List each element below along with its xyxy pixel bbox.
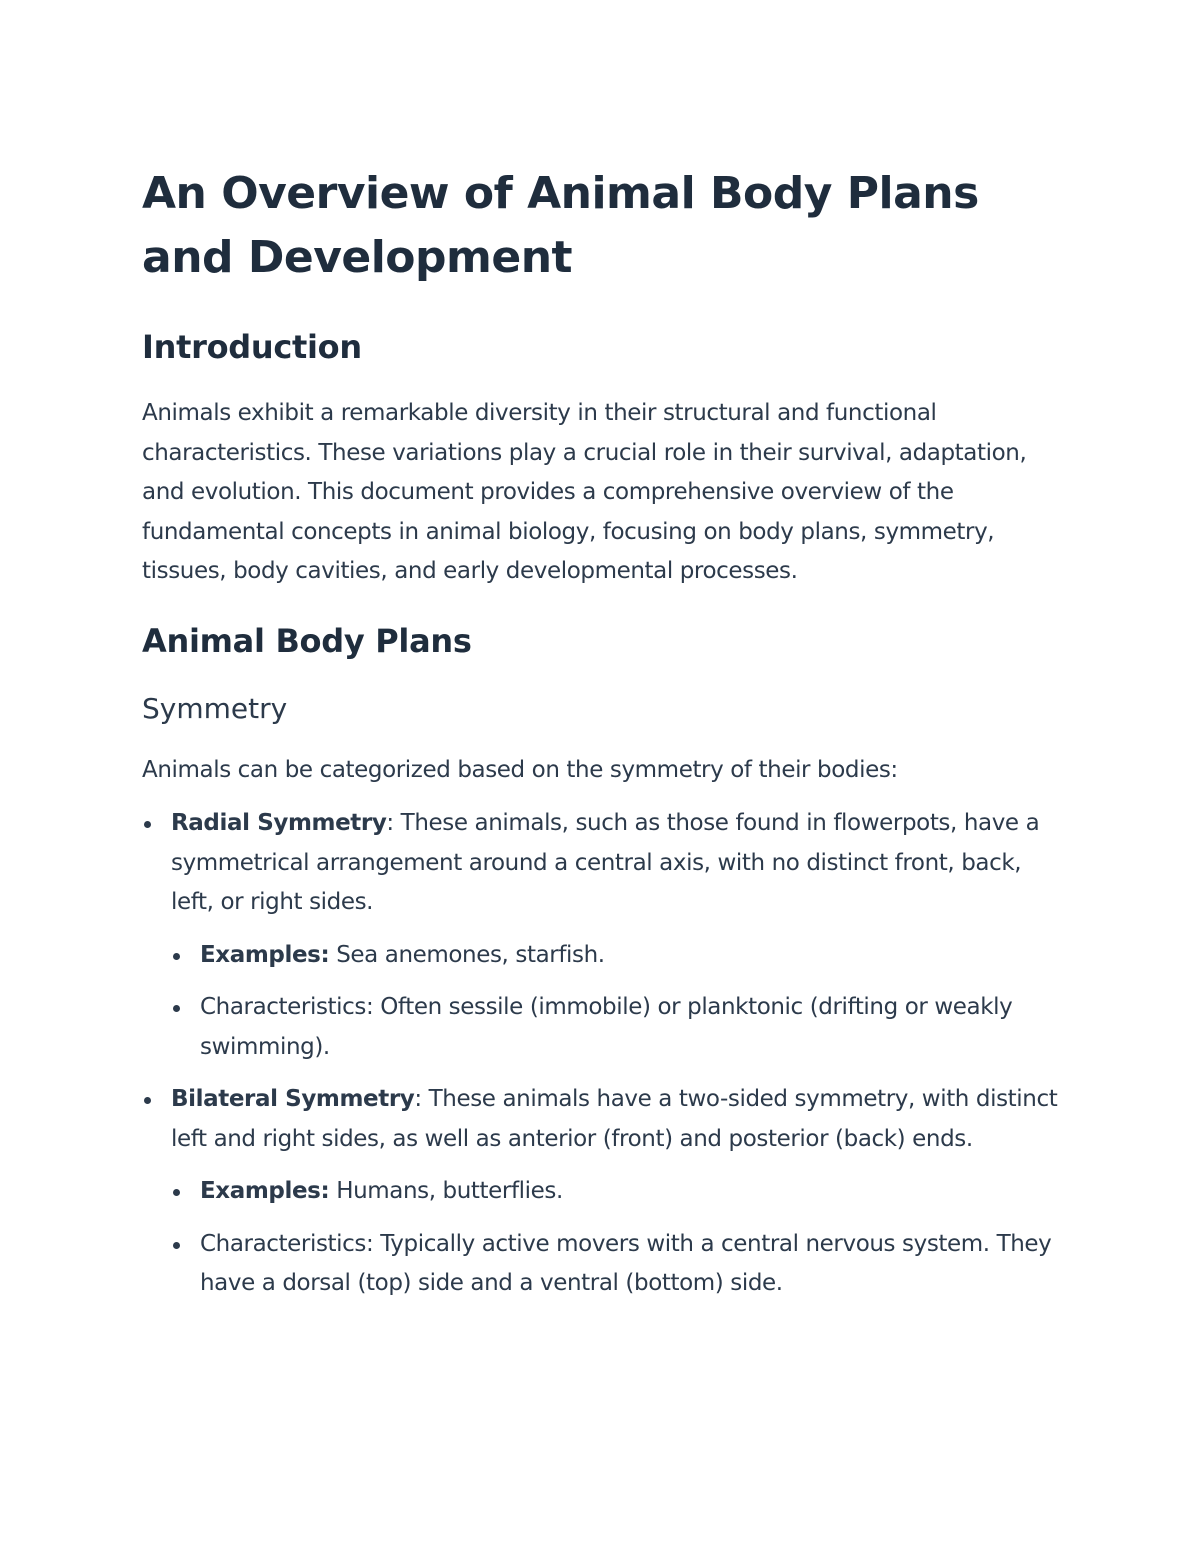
list-item-radial-symmetry bbox=[142, 804, 1062, 1067]
body-plans-heading: Animal Body Plans bbox=[142, 621, 472, 660]
bullet-icon bbox=[173, 1189, 180, 1196]
bilateral-symmetry-sublist bbox=[142, 1172, 1062, 1304]
list-item-bilateral-characteristics bbox=[142, 1225, 1062, 1304]
bullet-icon bbox=[144, 821, 151, 828]
list-item-bilateral-examples bbox=[142, 1172, 1062, 1212]
bullet-icon bbox=[173, 1005, 180, 1012]
symmetry-lead: Animals can be categorized based on the symmetry of their bodies: bbox=[142, 756, 898, 783]
term-radial-symmetry: Radial Symmetry bbox=[171, 810, 387, 836]
bilateral-characteristics-text: Characteristics: Typically active movers with a central nervous system. They have a dorsal (top) side and a ventral (bottom) side. bbox=[200, 1230, 1052, 1296]
introduction-heading: Introduction bbox=[142, 328, 362, 366]
bullet-icon bbox=[173, 1242, 180, 1249]
radial-examples-text: Sea anemones, starfish. bbox=[329, 941, 605, 968]
bilateral-examples-text: Humans, butterflies. bbox=[329, 1178, 563, 1204]
bilateral-symmetry-description: : These animals have a two-sided symmetry, with distinct left and right sides, as well as anterior (front) and posterior (back) ends. bbox=[171, 1086, 1058, 1152]
introduction-paragraph: Animals exhibit a remarkable diversity in their structural and functional characteristics. These variations play a crucial role in their survival, adaptation, and evolution. This document provides a comprehensive overview of the fundamental concepts in animal biology, focusing on body plans, symmetry, tissues, body cavities, and early developmental processes. bbox=[142, 400, 1027, 584]
term-bilateral-symmetry: Bilateral Symmetry bbox=[171, 1086, 415, 1112]
document-title: An Overview of Animal Body Plans and Development bbox=[142, 168, 979, 283]
list-item-radial-examples bbox=[142, 936, 1062, 976]
symmetry-heading: Symmetry bbox=[142, 691, 288, 725]
list-item-radial-characteristics bbox=[142, 988, 1062, 1067]
examples-label: Examples: bbox=[200, 1178, 330, 1204]
symmetry-list bbox=[142, 804, 1062, 1304]
bullet-icon bbox=[144, 1097, 151, 1104]
list-item-bilateral-symmetry bbox=[142, 1080, 1062, 1304]
radial-symmetry-sublist bbox=[142, 936, 1062, 1068]
examples-label: Examples: bbox=[200, 941, 330, 968]
document-page bbox=[142, 162, 1062, 1304]
radial-symmetry-description: : These animals, such as those found in flowerpots, have a symmetrical arrangement around a central axis, with no distinct front, back, left, or right sides. bbox=[171, 810, 1040, 915]
bullet-icon bbox=[173, 953, 180, 960]
radial-characteristics-text: Characteristics: Often sessile (immobile) or planktonic (drifting or weakly swimming). bbox=[200, 994, 1013, 1060]
